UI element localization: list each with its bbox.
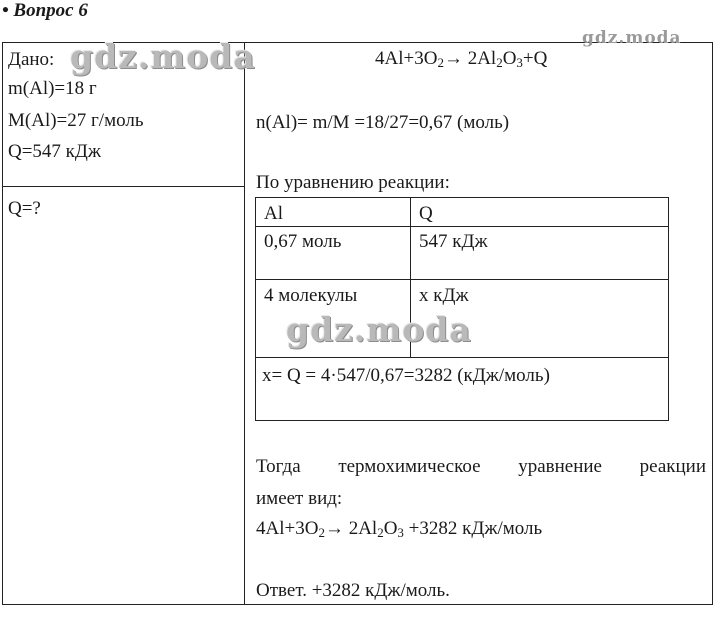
given-mass: m(Al)=18 г bbox=[8, 78, 97, 99]
proportion-cell: х кДж bbox=[419, 285, 469, 306]
proportion-cell: 4 молекулы bbox=[264, 285, 358, 306]
proportion-cell: 547 кДж bbox=[419, 231, 488, 252]
reaction-equation: $4Al+3O_2\to 2Al_2O_3+Q$ bbox=[375, 48, 548, 70]
then-text-line1: Тогда термохимическое уравнение реакции bbox=[256, 456, 706, 477]
given-label: Дано: bbox=[8, 49, 55, 70]
proportion-row-line-3 bbox=[255, 357, 669, 358]
find-value: Q=? bbox=[8, 198, 41, 219]
proportion-header-al: Al bbox=[264, 203, 283, 224]
watermark-center: gdz.moda bbox=[286, 310, 472, 349]
question-heading: • Вопрос 6 bbox=[2, 0, 88, 21]
proportion-result: х= Q = 4·547/0,67=3282 (кДж/моль) bbox=[262, 365, 550, 386]
answer-line: Ответ. +3282 кДж/моль. bbox=[256, 580, 450, 601]
given-heat: Q=547 кДж bbox=[8, 141, 102, 162]
watermark-left: gdz.moda bbox=[70, 37, 256, 76]
proportion-row-line-2 bbox=[255, 279, 669, 280]
moles-calculation: n(Al)= m/M =18/27=0,67 (моль) bbox=[256, 112, 510, 133]
proportion-row-line-1 bbox=[255, 226, 669, 227]
watermark-top-right: gdz.moda bbox=[582, 28, 682, 48]
given-find-divider bbox=[2, 186, 245, 187]
column-divider bbox=[244, 42, 245, 605]
proportion-cell: 0,67 моль bbox=[264, 231, 342, 252]
given-molar-mass: M(Al)=27 г/моль bbox=[8, 110, 144, 131]
by-equation-label: По уравнению реакции: bbox=[256, 172, 450, 193]
proportion-header-q: Q bbox=[419, 203, 433, 224]
thermochemical-equation: $4Al+3O_2\to 2Al_2O_3 +3282$ кДж/моль bbox=[256, 518, 543, 540]
then-text-line2: имеет вид: bbox=[256, 488, 343, 509]
